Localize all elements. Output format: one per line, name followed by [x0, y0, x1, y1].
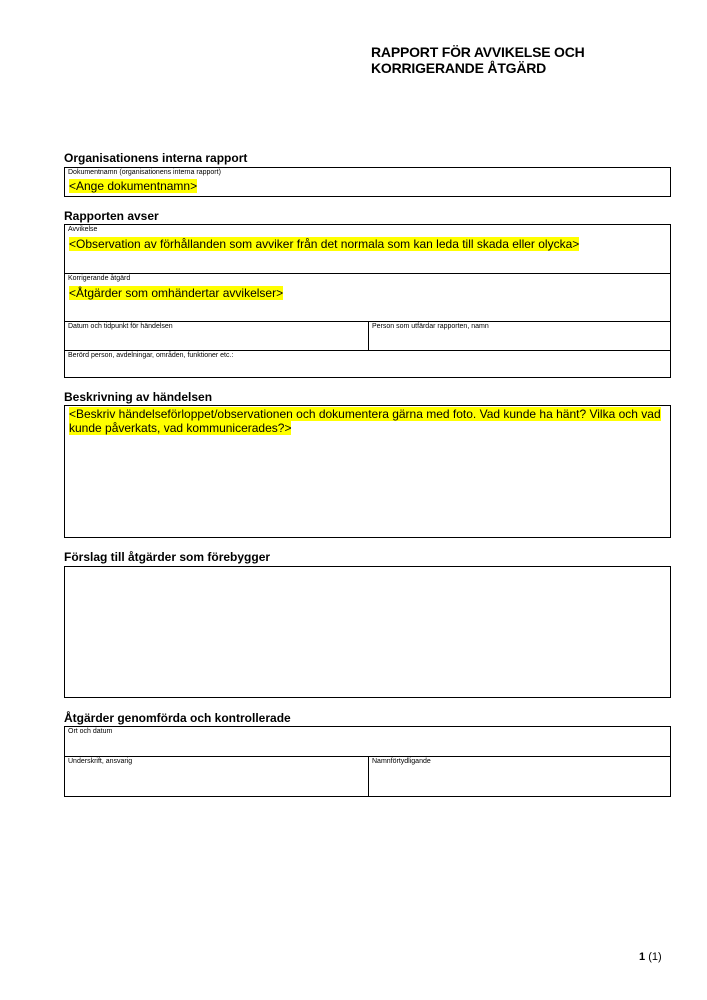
deviation-label: Avvikelse: [68, 226, 98, 233]
corrective-label: Korrigerande åtgärd: [68, 275, 131, 282]
reporter-label: Person som utfärdar rapporten, namn: [372, 323, 489, 330]
internal-report-heading: Organisationens interna rapport: [64, 151, 248, 165]
affected-label: Berörd person, avdelningar, områden, funktioner etc.:: [68, 352, 234, 359]
doc-name-label: Dokumentnamn (organisationens interna rapport): [68, 169, 221, 176]
place-date-row[interactable]: [65, 727, 670, 756]
page-current: 1: [639, 951, 646, 963]
deviation-row: [65, 225, 670, 273]
title-line-2: KORRIGERANDE ÅTGÄRD: [371, 60, 547, 76]
page-number: [639, 951, 662, 964]
internal-report-box: [64, 167, 671, 197]
reporter-cell[interactable]: [368, 322, 670, 350]
datetime-label: Datum och tidpunkt för händelsen: [68, 323, 173, 330]
page-total: (1): [648, 951, 662, 963]
description-placeholder: [69, 407, 667, 435]
signature-cell[interactable]: [65, 757, 368, 796]
preventive-heading: Förslag till åtgärder som förebygger: [64, 550, 271, 564]
title-line-1: RAPPORT FÖR AVVIKELSE OCH: [371, 44, 585, 60]
description-line-2: kunde påverkats, vad kommunicerades?>: [69, 421, 292, 435]
affected-row[interactable]: [65, 350, 670, 377]
completed-heading: Åtgärder genomförda och kontrollerade: [64, 711, 291, 725]
description-line-1: <Beskriv händelseförloppet/observationen och dokumentera gärna med foto. Vad kunde ha hänt? Vilka och vad: [69, 407, 661, 421]
deviation-field[interactable]: <Observation av förhållanden som avviker från det normala som kan leda till skada eller olycka>: [69, 237, 580, 251]
signature-label: Underskrift, ansvarig: [68, 758, 133, 765]
name-clarification-label: Namnförtydligande: [372, 758, 431, 765]
datetime-cell[interactable]: [65, 322, 368, 350]
description-box[interactable]: [64, 405, 671, 538]
document-title: [371, 44, 585, 76]
datetime-reporter-row: [65, 321, 670, 350]
report-concerns-heading: Rapporten avser: [64, 209, 159, 223]
corrective-row: [65, 273, 670, 321]
report-concerns-box: [64, 224, 671, 378]
corrective-field[interactable]: <Åtgärder som omhändertar avvikelser>: [69, 286, 284, 300]
preventive-box[interactable]: [64, 566, 671, 698]
signature-row: [65, 756, 670, 796]
name-clarification-cell[interactable]: [368, 757, 670, 796]
doc-name-field[interactable]: <Ange dokumentnamn>: [69, 179, 198, 193]
place-date-label: Ort och datum: [68, 728, 113, 735]
description-heading: Beskrivning av händelsen: [64, 390, 213, 404]
completed-box: [64, 726, 671, 797]
